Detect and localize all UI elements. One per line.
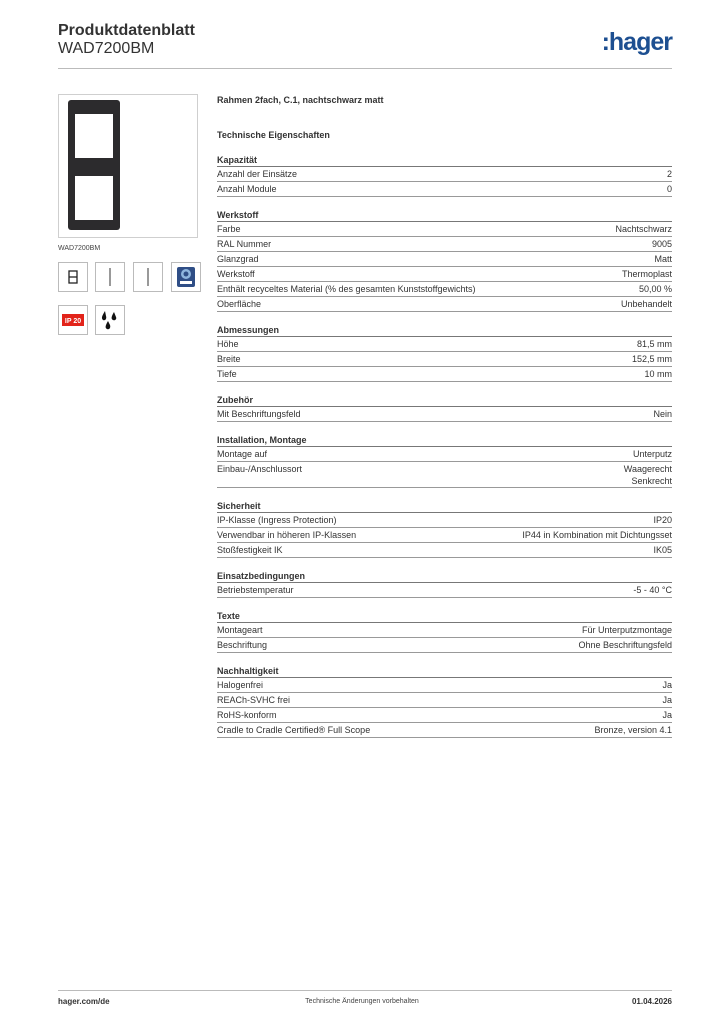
- spec-value: Nein: [653, 409, 672, 419]
- spec-value: Matt: [654, 254, 672, 264]
- section-title: Kapazität: [217, 154, 672, 167]
- spec-row: [217, 237, 672, 252]
- spec-value: Bronze, version 4.1: [594, 725, 672, 735]
- spec-row: [217, 182, 672, 197]
- spec-row: [217, 528, 672, 543]
- header-divider: [58, 68, 672, 69]
- spec-key: IP-Klasse (Ingress Protection): [217, 515, 337, 525]
- spec-section: [217, 665, 672, 738]
- spec-value: Unterputz: [632, 449, 672, 459]
- spec-value: Für Unterputzmontage: [581, 625, 672, 635]
- spec-key: REACh-SVHC frei: [217, 695, 291, 705]
- spec-row: [217, 583, 672, 598]
- spec-key: Höhe: [217, 339, 239, 349]
- spec-key: Betriebstemperatur: [217, 585, 294, 595]
- spec-value: Nachtschwarz: [615, 224, 672, 234]
- spec-value: 50,00 %: [638, 284, 672, 294]
- product-image: [58, 94, 198, 238]
- spec-sections: [217, 154, 672, 738]
- quantity-icon: [58, 262, 88, 292]
- spec-row: [217, 513, 672, 528]
- spec-row: [217, 462, 672, 488]
- spec-value: 0: [666, 184, 672, 194]
- spec-key: Enthält recyceltes Material (% des gesamten Kunststoffgewichts): [217, 284, 476, 294]
- footer-note: Technische Änderungen vorbehalten: [305, 998, 419, 1005]
- spec-section: [217, 500, 672, 558]
- hager-logo: :hager: [601, 28, 672, 56]
- section-title: Sicherheit: [217, 500, 672, 513]
- spec-row: [217, 678, 672, 693]
- spec-value: Waagerecht Senkrecht: [623, 464, 672, 486]
- spec-value: IK05: [653, 545, 672, 555]
- product-image-caption: WAD7200BM: [58, 245, 101, 252]
- svg-text:IP 20: IP 20: [64, 318, 82, 325]
- section-title: Nachhaltigkeit: [217, 665, 672, 678]
- footer-website: hager.com/de: [58, 997, 110, 1006]
- spec-key: Anzahl Module: [217, 184, 277, 194]
- spec-key: RoHS-konform: [217, 710, 277, 720]
- spec-key: Tiefe: [217, 369, 237, 379]
- ip20-icon: [58, 305, 88, 335]
- spec-row: [217, 252, 672, 267]
- spec-row: [217, 267, 672, 282]
- spec-key: Montageart: [217, 625, 263, 635]
- spec-row: [217, 543, 672, 558]
- spec-section: [217, 610, 672, 653]
- frame-illustration: [68, 100, 120, 230]
- spec-key: Anzahl der Einsätze: [217, 169, 298, 179]
- spec-key: Einbau-/Anschlussort: [217, 464, 303, 474]
- spec-value: 152,5 mm: [631, 354, 672, 364]
- spec-table: [217, 94, 672, 738]
- spec-key: Verwendbar in höheren IP-Klassen: [217, 530, 357, 540]
- mounting-line-icon: [133, 262, 163, 292]
- spec-value: Ja: [662, 710, 672, 720]
- spec-value: 9005: [651, 239, 672, 249]
- product-name: Rahmen 2fach, C.1, nachtschwarz matt: [217, 95, 384, 105]
- spec-key: Oberfläche: [217, 299, 262, 309]
- spec-row: [217, 167, 672, 182]
- spec-key: Cradle to Cradle Certified® Full Scope: [217, 725, 371, 735]
- spec-section: [217, 209, 672, 312]
- spec-key: Glanzgrad: [217, 254, 259, 264]
- spec-section: [217, 394, 672, 422]
- section-title: Werkstoff: [217, 209, 672, 222]
- spec-row: [217, 723, 672, 738]
- spec-value: 10 mm: [644, 369, 672, 379]
- spec-key: Mit Beschriftungsfeld: [217, 409, 301, 419]
- spec-key: RAL Nummer: [217, 239, 272, 249]
- spec-value: IP44 in Kombination mit Dichtungsset: [522, 530, 672, 540]
- section-title: Texte: [217, 610, 672, 623]
- spec-value: Ohne Beschriftungsfeld: [578, 640, 672, 650]
- product-reference: WAD7200BM: [58, 40, 155, 57]
- section-title: Installation, Montage: [217, 434, 672, 447]
- spec-value: IP20: [653, 515, 672, 525]
- cradle-to-cradle-icon: [171, 262, 201, 292]
- mounting-line-icon: [95, 262, 125, 292]
- section-title: Zubehör: [217, 394, 672, 407]
- spec-row: [217, 407, 672, 422]
- spec-key: Halogenfrei: [217, 680, 264, 690]
- spec-value: Unbehandelt: [620, 299, 672, 309]
- spec-row: [217, 222, 672, 237]
- spec-section: [217, 434, 672, 488]
- spec-row: [217, 352, 672, 367]
- spec-value: 2: [666, 169, 672, 179]
- spec-value: -5 - 40 °C: [633, 585, 672, 595]
- footer-divider: [58, 990, 672, 991]
- spec-section: [217, 570, 672, 598]
- spec-row: [217, 623, 672, 638]
- spec-row: [217, 367, 672, 382]
- spec-key: Farbe: [217, 224, 241, 234]
- footer-date: 01.04.2026: [631, 997, 672, 1006]
- section-title: Abmessungen: [217, 324, 672, 337]
- spec-key: Beschriftung: [217, 640, 268, 650]
- spec-row: [217, 282, 672, 297]
- spec-section: [217, 324, 672, 382]
- spec-row: [217, 693, 672, 708]
- spec-row: [217, 708, 672, 723]
- spec-row: [217, 638, 672, 653]
- spec-section: [217, 154, 672, 197]
- spec-key: Stoßfestigkeit IK: [217, 545, 283, 555]
- tech-heading: Technische Eigenschaften: [217, 130, 330, 140]
- spec-value: 81,5 mm: [636, 339, 672, 349]
- spec-row: [217, 447, 672, 462]
- page-title: Produktdatenblatt: [58, 22, 195, 39]
- spec-value: Ja: [662, 680, 672, 690]
- spec-key: Werkstoff: [217, 269, 255, 279]
- spec-key: Montage auf: [217, 449, 268, 459]
- spec-key: Breite: [217, 354, 241, 364]
- spec-row: [217, 337, 672, 352]
- spec-value: Ja: [662, 695, 672, 705]
- water-drops-icon: [95, 305, 125, 335]
- spec-value: Thermoplast: [621, 269, 672, 279]
- section-title: Einsatzbedingungen: [217, 570, 672, 583]
- spec-row: [217, 297, 672, 312]
